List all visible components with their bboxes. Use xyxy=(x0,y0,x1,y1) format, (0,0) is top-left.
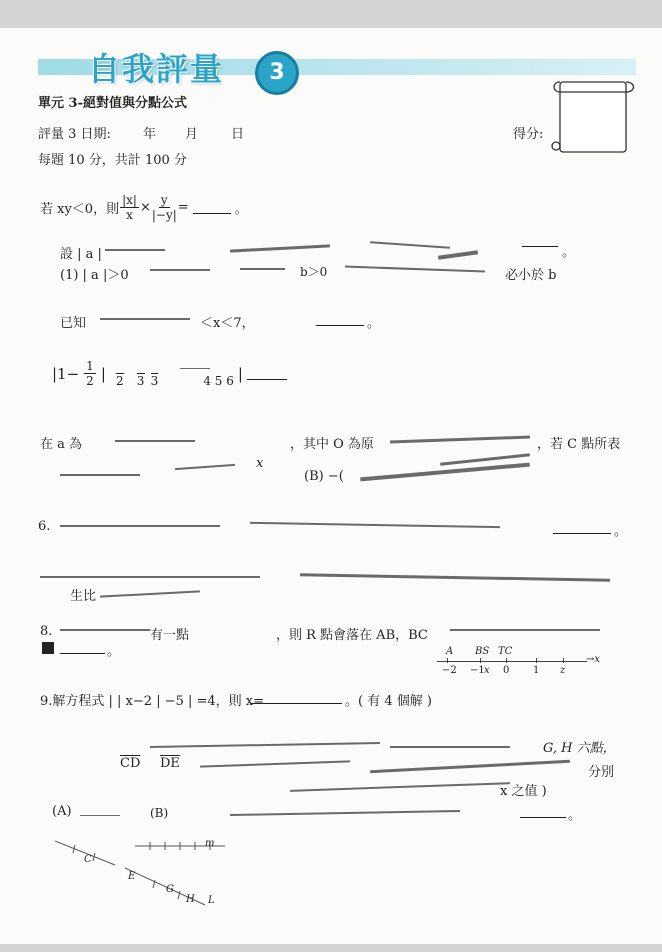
q8-num-0: 0 xyxy=(503,665,510,676)
q2-line2-end: 必小於 b xyxy=(505,268,557,283)
q10-line1-end: G, H 六點， xyxy=(543,741,616,756)
q1-frac1-num: |x| xyxy=(122,193,137,207)
day-label: 日 xyxy=(231,127,245,142)
q4-f4-den: 3 xyxy=(150,374,159,388)
q8-num-neg1: −1 xyxy=(470,665,485,676)
q1-answer-blank[interactable] xyxy=(193,201,231,214)
q5-line1-end: ，若 C 點所表 xyxy=(537,437,621,452)
q2-line1-end: 。 xyxy=(562,245,576,260)
q4-answer-blank[interactable] xyxy=(247,367,287,380)
q6-end: 。 xyxy=(614,524,628,539)
q6-label: 6. xyxy=(38,519,51,534)
q8-num-z: z xyxy=(560,665,566,676)
q8-end: 。 xyxy=(107,644,121,659)
q4-frac-3 xyxy=(137,359,145,388)
q10-fig-label-l: L xyxy=(208,895,215,906)
q1-text: 若 xy＜0，則 xyxy=(40,202,120,217)
q2-answer-blank[interactable] xyxy=(522,246,558,247)
q4-f3-den: 3 xyxy=(136,374,145,388)
q2-line2-mid: b＞0 xyxy=(300,265,328,279)
q10-end: 。 xyxy=(568,808,582,823)
q4-f1-num: 1 xyxy=(86,359,94,373)
q1-fraction-2 xyxy=(152,193,177,222)
q9-answer-blank[interactable] xyxy=(250,703,342,704)
month-label: 月 xyxy=(185,127,199,142)
question-4: |1− $\frac{1}{2}$ | 2 3 3 4 5 6 | xyxy=(52,359,287,388)
points-info: 每題 10 分，共計 100 分 xyxy=(38,153,187,168)
q8-mid: 有一點 xyxy=(150,628,190,643)
q8-text: ，則 R 點會落在 AB，BC xyxy=(276,628,428,643)
q7-line2: 生比 xyxy=(70,589,97,604)
q10-fig-label-g: G xyxy=(166,884,174,895)
q5-line1-start: 在 a 為 xyxy=(40,437,83,452)
q4-frac-4 xyxy=(151,359,159,388)
worksheet-number-badge: 3 xyxy=(255,51,299,95)
q8-label: 8. xyxy=(40,624,53,639)
q8-axis-arrow: →x xyxy=(586,654,601,665)
q4-tail-dens: 4 5 6 xyxy=(203,373,234,388)
q4-frac-1 xyxy=(84,359,96,388)
question-1 xyxy=(40,193,248,222)
q10-choice-a: (A) xyxy=(52,804,72,819)
q10-segment-de: $\overline{DE}$ xyxy=(160,756,180,771)
q10-line3-end: x 之值 ) xyxy=(500,784,547,799)
q10-choice-b: (B) xyxy=(150,806,169,820)
q1-equals: = xyxy=(177,200,189,215)
year-label: 年 xyxy=(143,127,157,142)
q1-end: 。 xyxy=(234,202,248,217)
q4-f1-den: 2 xyxy=(86,374,94,388)
q3-end: 。 xyxy=(367,316,381,331)
q9-end: 。( 有 4 個解 ) xyxy=(345,694,432,709)
q10-answer-blank[interactable] xyxy=(520,817,566,818)
q4-bar: | xyxy=(100,364,106,383)
worksheet-page xyxy=(0,28,662,944)
q4-abs-open: |1− xyxy=(52,364,80,383)
q8-num-1: 1 xyxy=(533,665,540,676)
q2-line1: 設 | a | xyxy=(60,247,102,262)
q8-label-TC: TC xyxy=(498,646,513,657)
worksheet-title: 自我評量 xyxy=(88,50,225,88)
score-scroll-box xyxy=(548,74,638,156)
q5-line2-choice: (B) −( xyxy=(304,469,344,484)
q10-fig-label-e: E xyxy=(128,871,136,882)
printer-icon xyxy=(42,642,54,654)
score-label: 得分: xyxy=(513,127,544,142)
q3-answer-blank[interactable] xyxy=(316,325,364,326)
q6-answer-blank[interactable] xyxy=(553,533,611,534)
q8-label-A: A xyxy=(446,646,454,657)
q10-fig-label-m: m xyxy=(205,838,215,849)
q1-fraction-1 xyxy=(120,193,139,222)
q4-f2-den: 2 xyxy=(115,374,124,388)
q5-line2-x: x xyxy=(256,456,264,471)
q3-text-b: ＜x＜7， xyxy=(200,316,255,331)
q8-answer-blank[interactable] xyxy=(60,653,105,654)
unit-title: 單元 3-絕對值與分點公式 xyxy=(38,96,187,111)
q10-fig-label-h: H xyxy=(186,894,195,905)
date-label: 評量 3 日期: xyxy=(38,127,111,142)
q10-line2-end: 分別 xyxy=(588,765,615,780)
q8-num-x: x xyxy=(484,665,490,676)
q1-times: × xyxy=(139,200,151,215)
q8-label-BS: BS xyxy=(475,646,490,657)
q2-line2: (1) | a |＞0 xyxy=(60,268,129,283)
q1-frac1-den: x xyxy=(126,208,133,222)
q3-text-a: 已知 xyxy=(60,316,87,331)
q10-segment-cd: $\overline{CD}$ xyxy=(120,756,141,771)
q9-text: 9.解方程式 | | x−2 | −5 | =4，則 x= xyxy=(40,694,265,709)
q4-frac-2 xyxy=(116,359,124,388)
q1-frac2-den: |−y| xyxy=(151,208,177,222)
q8-number-line xyxy=(437,661,587,662)
q5-line1-mid: ，其中 O 為原 xyxy=(290,437,374,452)
q8-num-neg2: −2 xyxy=(442,665,457,676)
q1-frac2-num: y xyxy=(160,193,168,207)
q10-fig-label-c: C xyxy=(84,854,92,865)
